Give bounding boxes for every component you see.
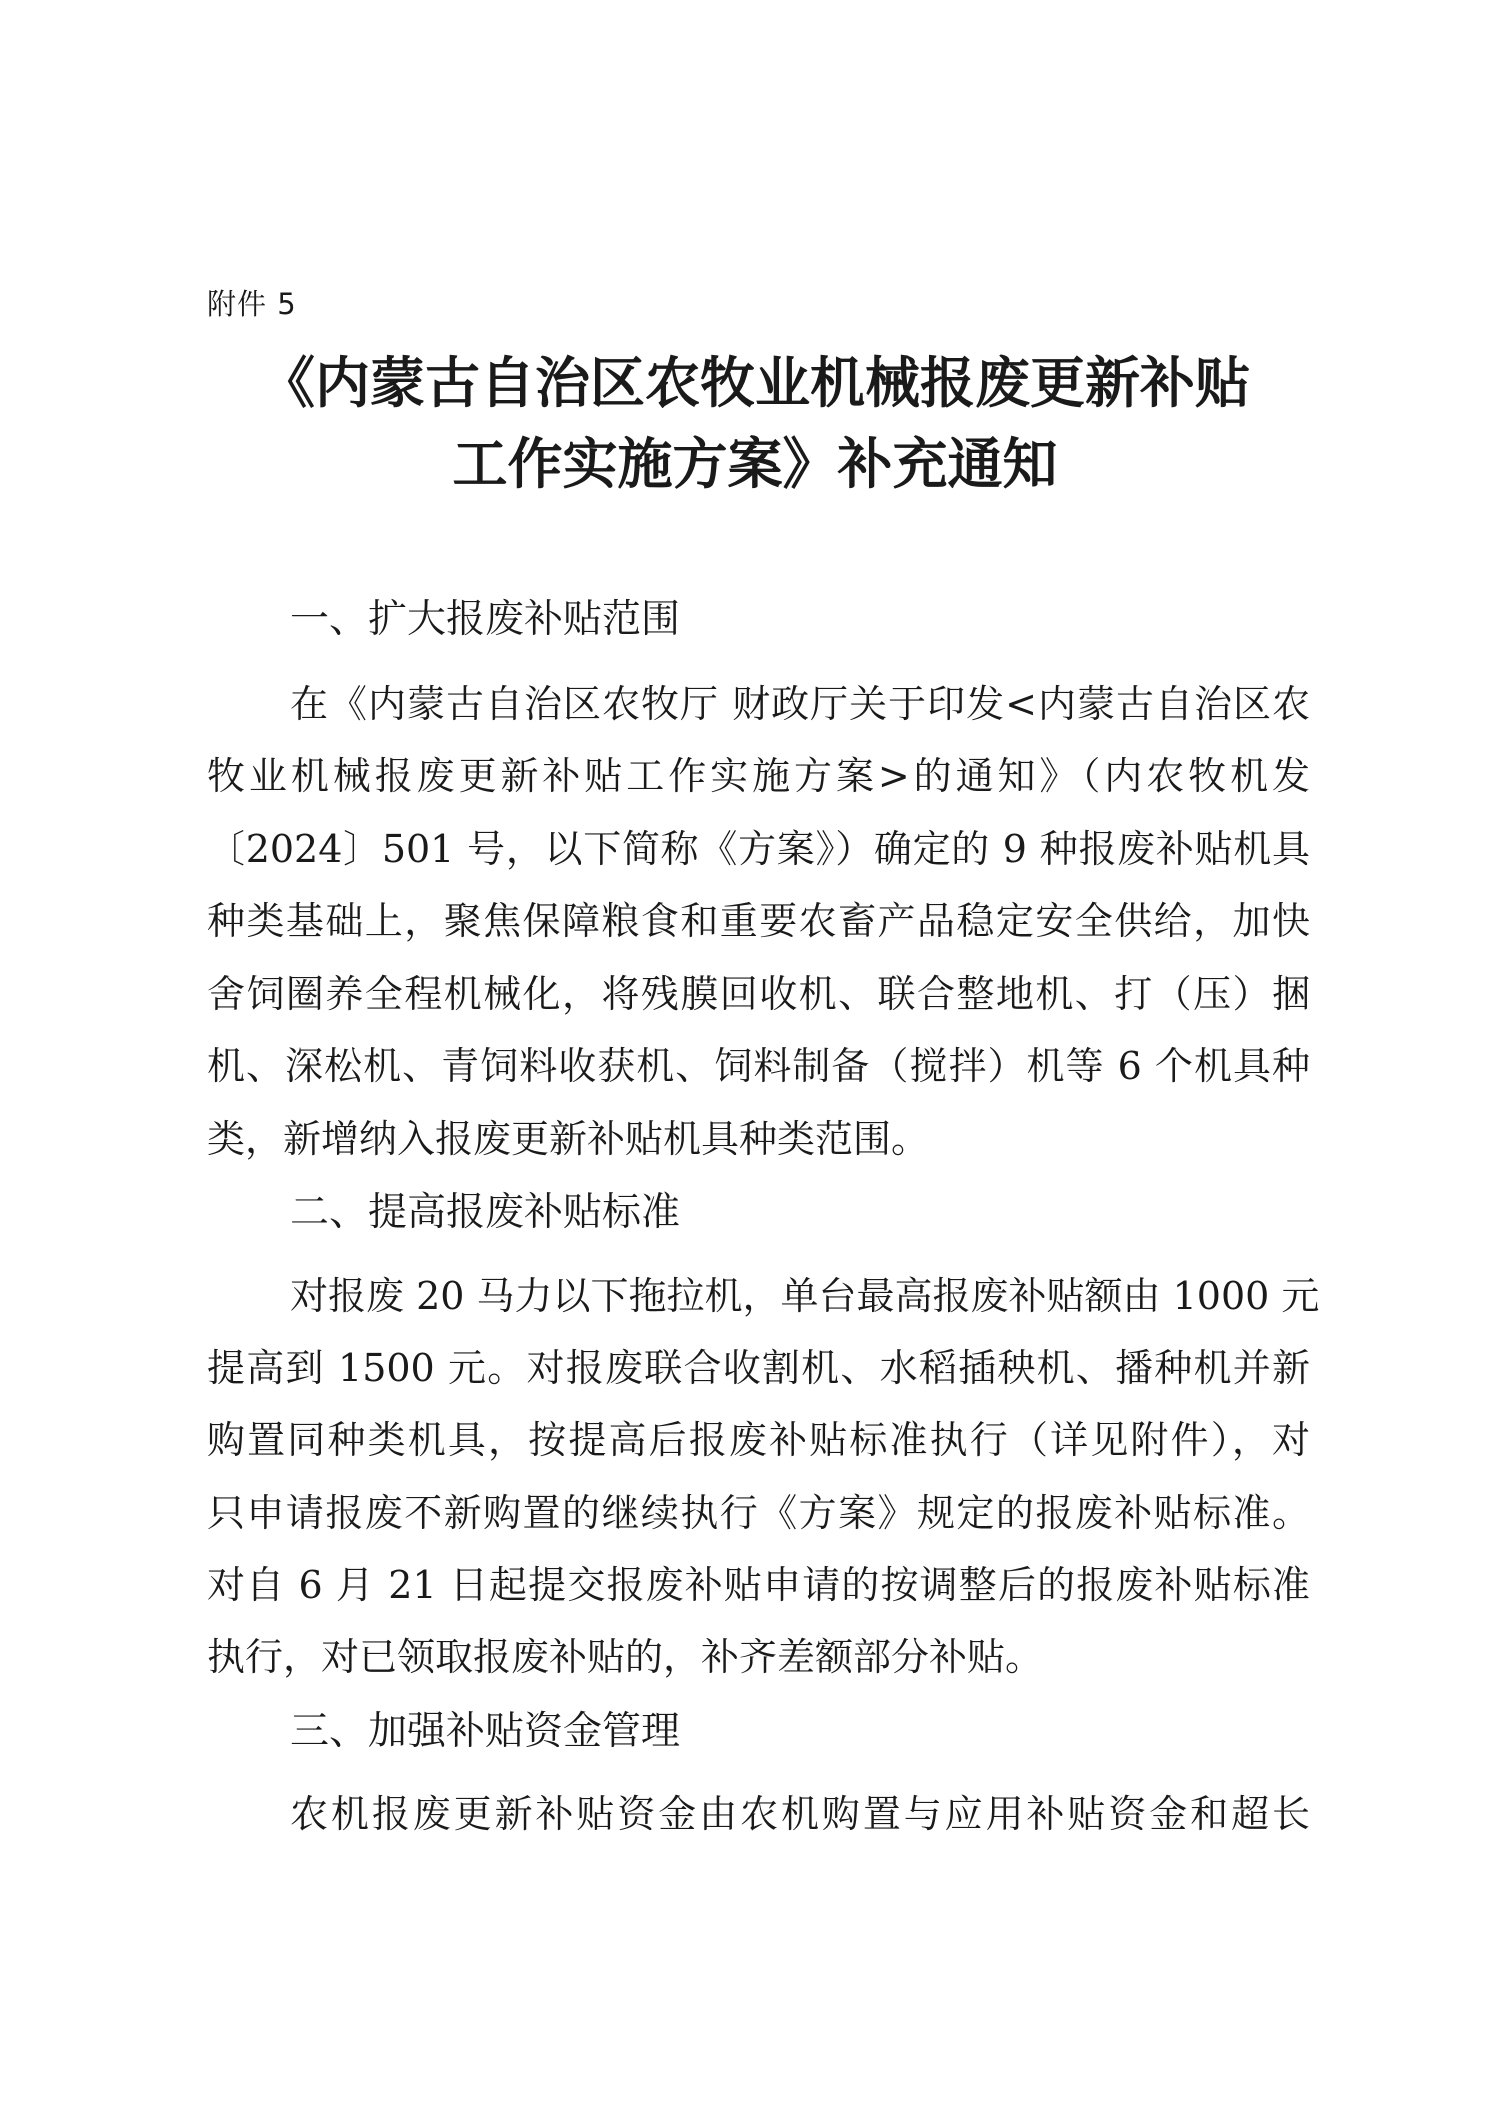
section-3-heading: 三、加强补贴资金管理 [290,1709,681,1754]
paragraph-line: 种类基础上，聚焦保障粮食和重要农畜产品稳定安全供给，加快 [207,899,1310,943]
document-title-line-1: 《内蒙古自治区农牧业机械报废更新补贴 [259,351,1250,415]
paragraph-line: 对报废 20 马力以下拖拉机，单台最高报废补贴额由 1000 元 [290,1274,1320,1318]
paragraph-line: 类，新增纳入报废更新补贴机具种类范围。 [207,1117,930,1161]
paragraph-line: 农机报废更新补贴资金由农机购置与应用补贴资金和超长 [290,1792,1310,1836]
paragraph-line: 购置同种类机具，按提高后报废补贴标准执行（详见附件），对 [207,1418,1310,1462]
attachment-label: 附件 5 [207,287,297,321]
paragraph-line: 舍饲圈养全程机械化，将残膜回收机、联合整地机、打（压）捆 [207,972,1310,1016]
paragraph-line: 牧业机械报废更新补贴工作实施方案>的通知》（内农牧机发 [207,754,1310,798]
paragraph-line: 提高到 1500 元。对报废联合收割机、水稻插秧机、播种机并新 [207,1346,1310,1390]
paragraph-line: 执行，对已领取报废补贴的，补齐差额部分补贴。 [207,1635,1044,1679]
section-1-heading: 一、扩大报废补贴范围 [290,597,681,642]
section-2-heading: 二、提高报废补贴标准 [290,1190,681,1235]
paragraph-line: 只申请报废不新购置的继续执行《方案》规定的报废补贴标准。 [207,1491,1310,1535]
paragraph-line: 机、深松机、青饲料收获机、饲料制备（搅拌）机等 6 个机具种 [207,1044,1310,1088]
paragraph-line: 〔2024〕501 号，以下简称《方案》）确定的 9 种报废补贴机具 [207,827,1310,871]
paragraph-line: 对自 6 月 21 日起提交报废补贴申请的按调整后的报废补贴标准 [207,1563,1310,1607]
paragraph-line: 在《内蒙古自治区农牧厅 财政厅关于印发<内蒙古自治区农 [290,682,1310,726]
document-title-line-2: 工作实施方案》补充通知 [452,432,1058,496]
